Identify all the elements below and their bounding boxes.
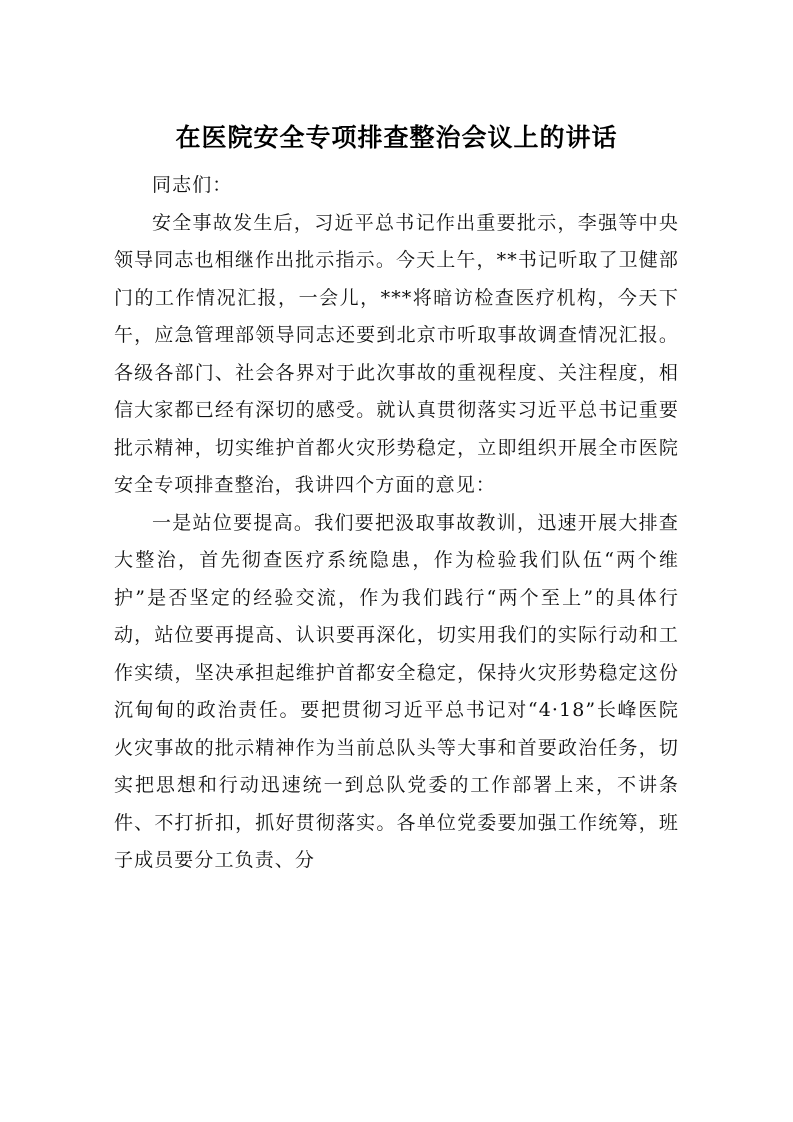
paragraph-2: 一是站位要提高。我们要把汲取事故教训，迅速开展大排查大整治，首先彻查医疗系统隐患，作为检验我们队伍“两个维护”是否坚定的经验交流，作为我们践行“两个至上”的具体行动，站位要再提高、认识要再深化，切实用我们的实际行动和工作实绩，坚决承担起维护首都安全稳定，保持火灾形势稳定这份沉甸甸的政治责任。要把贯彻习近平总书记对“4·18”长峰医院火灾事故的批示精神作为当前总队头等大事和首要政治任务，切实把思想和行动迅速统一到总队党委的工作部署上来，不讲条件、不打折扣，抓好贯彻落实。各单位党委要加强工作统筹，班子成员要分工负责、分 xyxy=(114,511,679,871)
paragraph-1: 安全事故发生后，习近平总书记作出重要批示，李强等中央领导同志也相继作出批示指示。今天上午，**书记听取了卫健部门的工作情况汇报，一会儿，***将暗访检查医疗机构，今天下午，应急管理部领导同志还要到北京市听取事故调查情况汇报。各级各部门、社会各界对于此次事故的重视程度、关注程度，相信大家都已经有深切的感受。就认真贯彻落实习近平总书记重要批示精神，切实维护首都火灾形势稳定，立即组织开展全市医院安全专项排查整治，我讲四个方面的意见： xyxy=(114,211,679,496)
document-body xyxy=(114,167,679,880)
document-title: 在医院安全专项排查整治会议上的讲话 xyxy=(175,123,618,152)
salutation: 同志们： xyxy=(152,174,233,196)
